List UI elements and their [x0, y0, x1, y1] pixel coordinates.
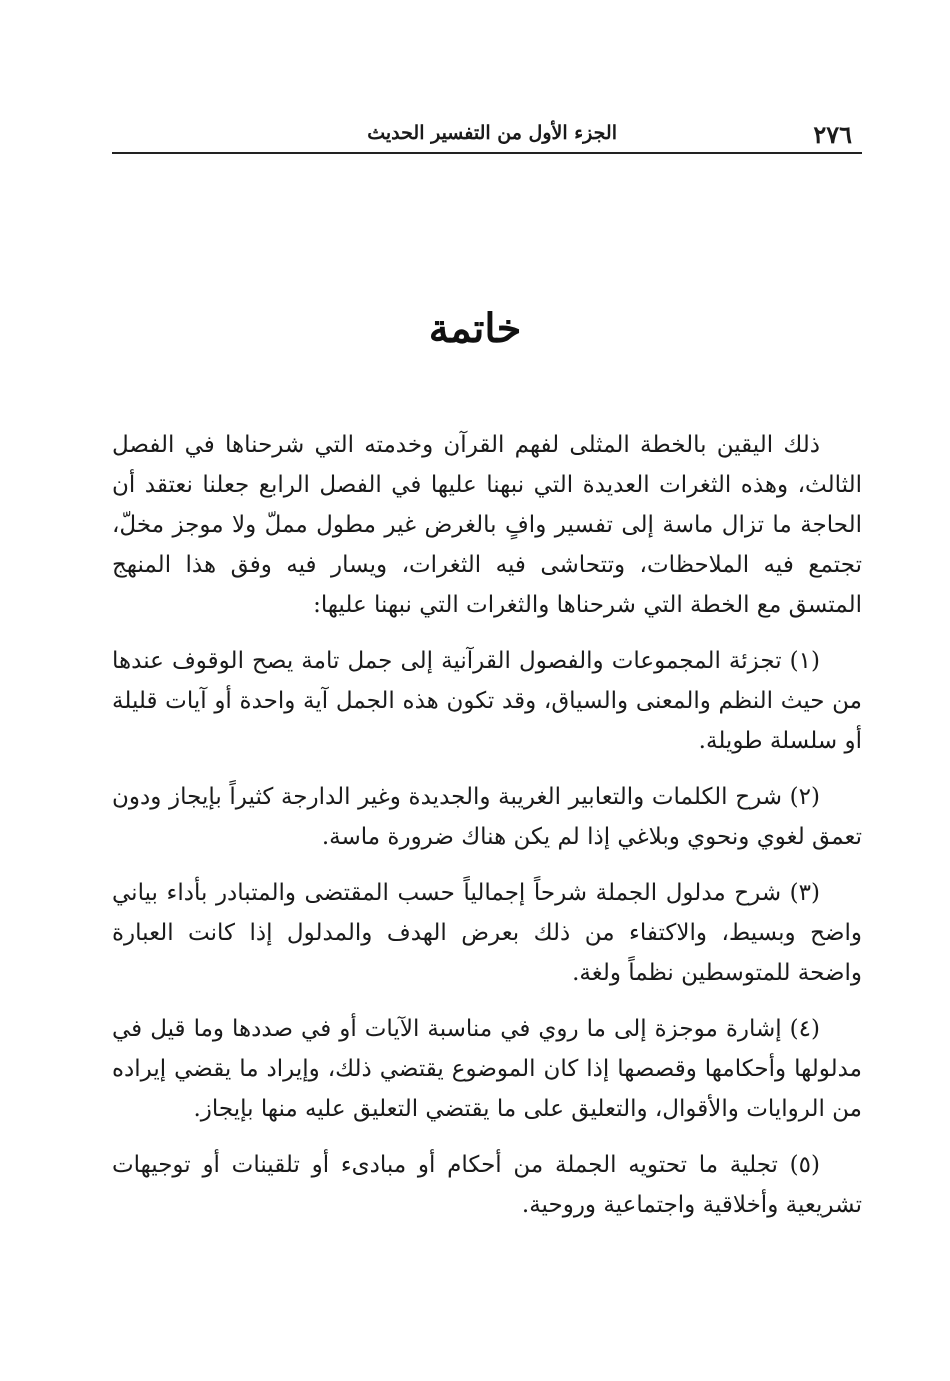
body-text [112, 425, 862, 1225]
list-item-3: (٣) شرح مدلول الجملة شرحاً إجمالياً حسب المقتضى والمتبادر بأداء بياني واضح وبسيط، والاكتفاء من ذلك بعرض الهدف والمدلول إذا كانت العبارة واضحة للمتوسطين نظماً ولغة. [112, 880, 862, 986]
list-item-5: (٥) تجلية ما تحتويه الجملة من أحكام أو مبادىء أو تلقينات أو توجيهات تشريعية وأخلاقية واجتماعية وروحية. [112, 1152, 862, 1218]
chapter-title: خاتمة [428, 305, 522, 352]
intro-paragraph: ذلك اليقين بالخطة المثلى لفهم القرآن وخدمته التي شرحناها في الفصل الثالث، وهذه الثغرات العديدة التي نبهنا عليها في الفصل الرابع جعلنا نعتقد أن الحاجة ما تزال ماسة إلى تفسير وافٍ بالغرض غير مطول مملّ ولا موجز مخلّ، تجتمع فيه الملاحظات، وتتحاشى فيه الثغرات، ويسار فيه وفق هذا المنهج المتسق مع الخطة التي شرحناها والثغرات التي نبهنا عليها: [112, 432, 862, 618]
page-number: ٢٧٦ [813, 120, 852, 149]
list-item-2: (٢) شرح الكلمات والتعابير الغريبة والجديدة وغير الدارجة كثيراً بإيجاز ودون تعمق لغوي ونحوي وبلاغي إذا لم يكن هناك ضرورة ماسة. [112, 784, 862, 850]
running-header [112, 112, 862, 154]
list-item-1: (١) تجزئة المجموعات والفصول القرآنية إلى جمل تامة يصح الوقوف عندها من حيث النظم والمعنى والسياق، وقد تكون هذه الجمل آية واحدة أو آيات قليلة أو سلسلة طويلة. [112, 648, 862, 754]
list-item-4: (٤) إشارة موجزة إلى ما روي في مناسبة الآيات أو في صددها وما قيل في مدلولها وأحكامها وقصصها إذا كان الموضوع يقتضي ذلك، وإيراد ما يقضي إيراده من الروايات والأقوال، والتعليق على ما يقتضي التعليق عليه منها بإيجاز. [112, 1016, 862, 1122]
running-title: الجزء الأول من التفسير الحديث [367, 122, 617, 144]
